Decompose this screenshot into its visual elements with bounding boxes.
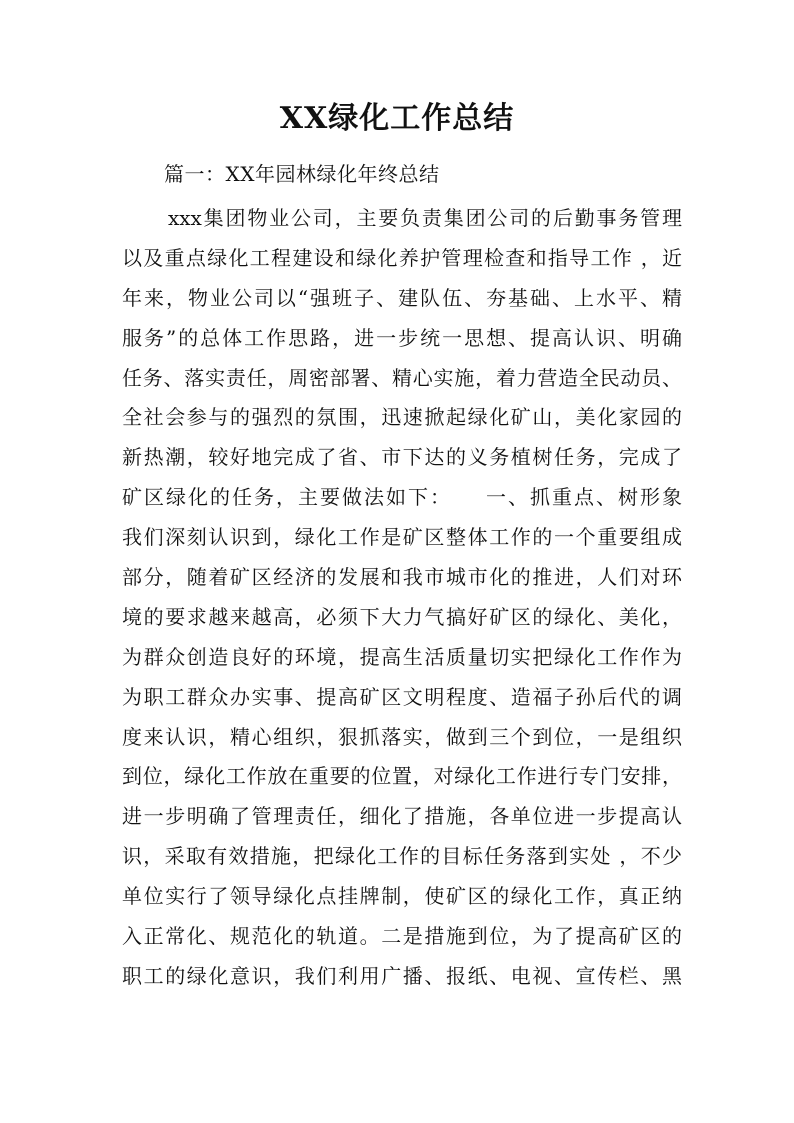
body-line: 为职工群众办实事、提高矿区文明程度、造福子孙后代的调 (122, 684, 682, 709)
body-line: 单位实行了领导绿化点挂牌制，使矿区的绿化工作，真正纳 (122, 884, 682, 909)
document-body (122, 199, 682, 997)
body-line: 到位，绿化工作放在重要的位置，对绿化工作进行专门安排， (122, 764, 682, 789)
body-line: 度来认识，精心组织，狠抓落实，做到三个到位，一是组织 (122, 724, 682, 749)
body-line: 境的要求越来越高，必须下大力气搞好矿区的绿化、美化， (122, 604, 682, 629)
body-line: 任务、落实责任，周密部署、精心实施，着力营造全民动员、 (122, 365, 682, 390)
body-line: 矿区绿化的任务，主要做法如下： 一、抓重点、树形象 (122, 485, 682, 510)
body-line: 进一步明确了管理责任，细化了措施，各单位进一步提高认 (122, 804, 682, 829)
body-line: 入正常化、规范化的轨道。二是措施到位，为了提高矿区的 (122, 924, 682, 949)
body-line: 部分，随着矿区经济的发展和我市城市化的推进，人们对环 (122, 565, 682, 590)
body-line: xxx集团物业公司，主要负责集团公司的后勤事务管理 (168, 206, 682, 230)
body-line: 全社会参与的强烈的氛围，迅速掀起绿化矿山，美化家园的 (122, 405, 682, 430)
document-subtitle: 篇一：XX年园林绿化年终总结 (164, 162, 440, 186)
body-line: 服务”的总体工作思路，进一步统一思想、提高认识、明确 (122, 325, 682, 350)
body-line: 新热潮，较好地完成了省、市下达的义务植树任务，完成了 (122, 445, 682, 470)
body-line: 以及重点绿化工程建设和绿化养护管理检查和指导工作 ，近 (122, 245, 682, 270)
body-line: 年来，物业公司以“强班子、建队伍、夯基础、上水平、精 (122, 285, 682, 310)
body-line: 职工的绿化意识，我们利用广播、报纸、电视、宣传栏、黑 (122, 963, 682, 988)
body-line: 我们深刻认识到，绿化工作是矿区整体工作的一个重要组成 (122, 525, 682, 550)
body-line: 识，采取有效措施，把绿化工作的目标任务落到实处 ，不少 (122, 844, 682, 869)
document-title: XX绿化工作总结 (279, 101, 515, 136)
body-line: 为群众创造良好的环境，提高生活质量切实把绿化工作作为 (122, 644, 682, 669)
